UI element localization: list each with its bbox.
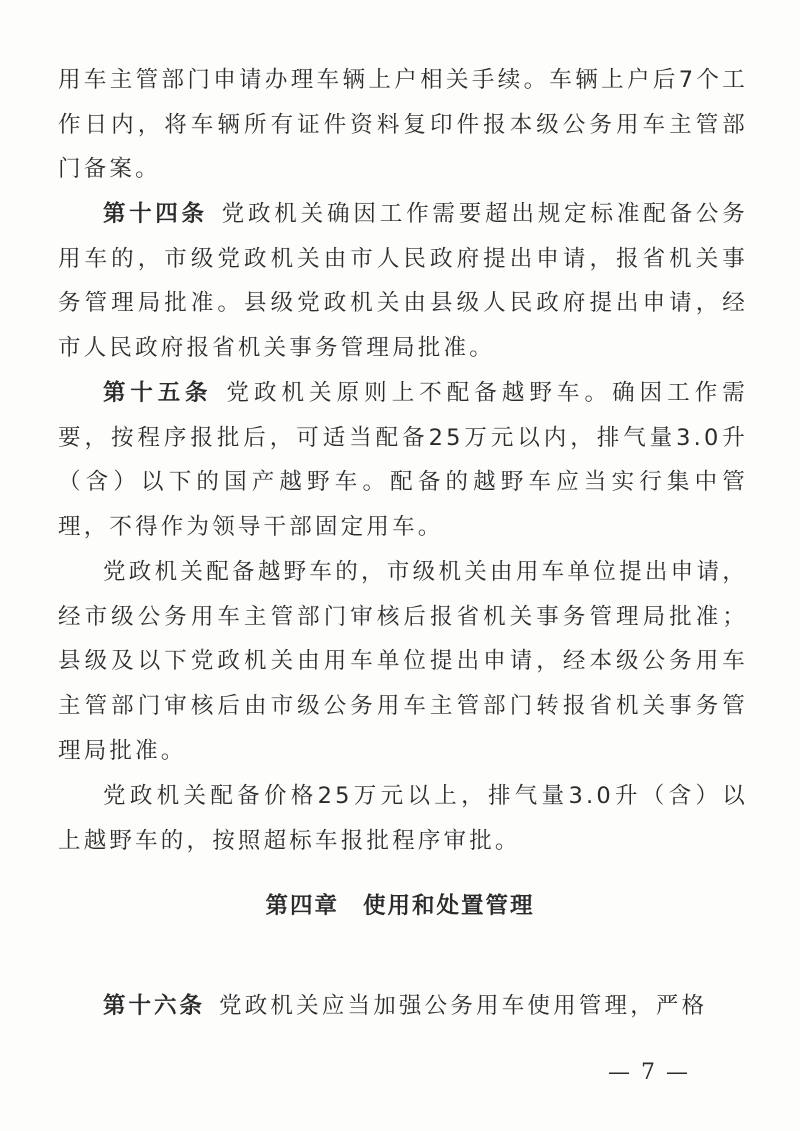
- paragraph-text: 党政机关应当加强公务用车使用管理，严格: [219, 993, 708, 1019]
- paragraph-continuation: [58, 58, 748, 192]
- chapter-number: 第四章: [265, 893, 339, 919]
- article-heading: 第十六条: [103, 993, 206, 1019]
- paragraph-text: 党政机关原则上不配备越野车。确因工作需要，按程序报批后，可适当配备25万元以内，排气量3.0升（含）以下的国产越野车。配备的越野车应当实行集中管理，不得作为领导干部固定用车。: [58, 380, 748, 541]
- paragraph-text: 用车主管部门申请办理车辆上户相关手续。车辆上户后7个工作日内，将车辆所有证件资料复印件报本级公务用车主管部门备案。: [58, 67, 748, 183]
- article-15-paragraph-2: [58, 550, 748, 774]
- chapter-heading: [0, 888, 800, 920]
- article-15-paragraph-3: [58, 774, 748, 863]
- article-heading: 第十四条: [103, 201, 208, 227]
- article-15: [58, 371, 748, 550]
- article-14: [58, 192, 748, 371]
- paragraph-text: 党政机关确因工作需要超出规定标准配备公务用车的，市级党政机关由市人民政府提出申请，报省机关事务管理局批准。县级党政机关由县级人民政府提出申请，经市人民政府报省机关事务管理局批准。: [58, 201, 748, 362]
- chapter-title: 使用和处置管理: [363, 893, 535, 919]
- page-number: — 7 —: [608, 1060, 690, 1085]
- paragraph-text: 党政机关配备越野车的，市级机关由用车单位提出申请，经市级公务用车主管部门审核后报省机关事务管理局批准；县级及以下党政机关由用车单位提出申请，经本级公务用车主管部门审核后由市级公务用车主管部门转报省机关事务管理局批准。: [58, 559, 748, 764]
- article-heading: 第十五条: [103, 380, 213, 406]
- paragraph-text: 党政机关配备价格25万元以上，排气量3.0升（含）以上越野车的，按照超标车报批程序审批。: [58, 783, 748, 854]
- article-16: [58, 984, 748, 1029]
